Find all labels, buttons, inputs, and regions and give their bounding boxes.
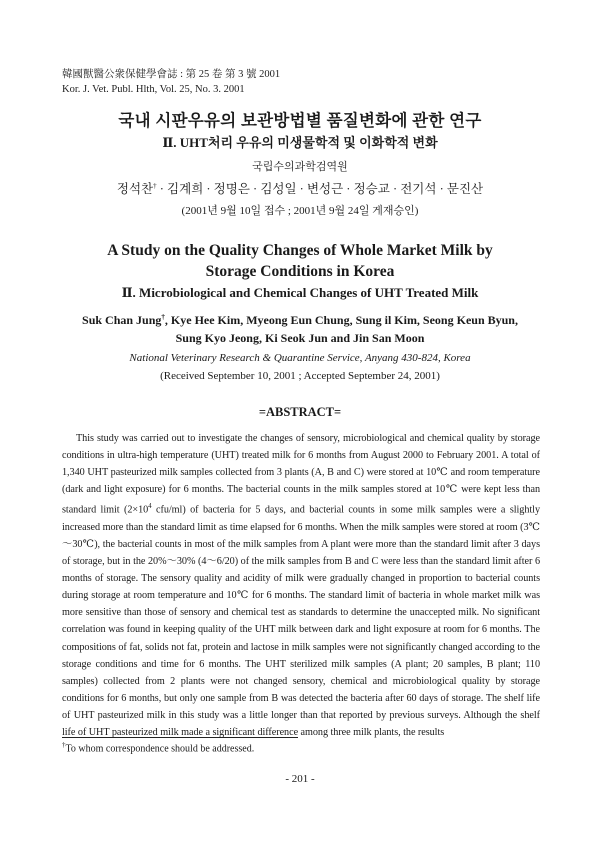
english-authors-line1 [0,313,600,328]
page-number: - 201 - [285,773,315,785]
abstract-text-part2: cfu/ml) of bacteria for 5 days, and bacterial counts in some milk samples were a slightly increased more than the standard limit as time elapsed for 6 months. When the milk samples were stored at room (3℃～30℃), the bacterial counts in most of the milk samples from A plant were more than the standard limit after 3 days of storage, but in the 20%～30% (4～6/20) of the milk samples from B and C were less than the standard limit after 6 months of storage. The sensory quality and acidity of milk were gradually changed in proportion to bacterial counts during storage at room temperature and 10℃ for 6 months. The standard limit of bacteria in whole market milk was more sensitive than those of sensory and chemical test as standards to determine the unaccepted milk. No significant correlation was found in keeping quality of the UHT milk between dark and light exposure at room for 6 months. The compositions of fat, solids not fat, protein and lactose in milk samples were not significantly changed according to the storage conditions and time for 6 months. The UHT sterilized milk samples (A plant; 20 samples, B plant; 110 samples) collected from 2 plants were not changed sensory, chemical and microbiological quality by storage conditions for 6 months, but only one sample from B was detected the bacteria after 60 days of storage. The shelf life of UHT pasteurized milk in this study was a little longer than that reported by previous surveys. Although the shelf life of UHT pasteurized milk made a significant difference among three milk plants, the results [62,504,540,738]
journal-header-english: Kor. J. Vet. Publ. Hlth, Vol. 25, No. 3. 2001 [62,84,245,95]
korean-authors [0,179,600,197]
korean-dates: (2001년 9월 10일 접수 ; 2001년 9월 24일 게재승인) [181,205,419,217]
english-corresponding-mark: † [161,313,165,321]
english-dates: (Received September 10, 2001 ; Accepted September 24, 2001) [160,370,440,382]
footnote-divider [62,737,298,738]
journal-header [62,67,280,97]
korean-coauthors: · 김계희 · 정명은 · 김성일 · 변성근 · 정승교 · 전기석 · 문진산 [156,182,484,196]
abstract-heading: =ABSTRACT= [258,405,342,419]
korean-subtitle: Ⅱ. UHT처리 우유의 미생물학적 및 이화학적 변화 [162,135,438,150]
english-subtitle: Ⅱ. Microbiological and Chemical Changes of UHT Treated Milk [121,285,479,300]
english-coauthors-line1: , Kye Hee Kim, Myeong Eun Chung, Sung il Kim, Seong Keun Byun, [164,313,518,327]
abstract-text-part1: This study was carried out to investigate the changes of sensory, microbiological and chemical quality by storage conditions in ultra-high temperature (UHT) treated milk for 6 months from August 2000 to February 2001. A total of 1,340 UHT pasteurized milk samples collected from 3 plants (A, B and C) were stored at 10℃ and room temperature (dark and light exposure) for 6 months. The bacterial counts in the milk samples stored at 10℃ were kept less than standard limit (2×10 [62,433,540,516]
footnote [62,741,254,754]
korean-institution: 국립수의과학검역원 [252,161,348,173]
footnote-text: To whom correspondence should be addressed. [65,743,255,755]
korean-first-author: 정석찬 [116,182,154,196]
abstract-exponent: 4 [148,502,152,511]
journal-header-korean: 韓國獸醫公衆保健學會誌 : 第 25 卷 第 3 號 2001 [62,69,281,80]
abstract-body [62,430,540,741]
korean-title: 국내 시판우유의 보관방법별 품질변화에 관한 연구 [118,111,482,130]
english-institution: National Veterinary Research & Quarantine Service, Anyang 430-824, Korea [129,352,471,364]
english-authors-line2: Sung Kyo Jeong, Ki Seok Jun and Jin San Moon [175,331,425,345]
footnote-mark: † [62,741,66,749]
english-first-author: Suk Chan Jung [82,313,162,327]
english-title-line1: A Study on the Quality Changes of Whole Market Milk by [107,242,493,259]
english-title-line2: Storage Conditions in Korea [205,263,395,280]
korean-corresponding-mark: † [153,181,157,190]
